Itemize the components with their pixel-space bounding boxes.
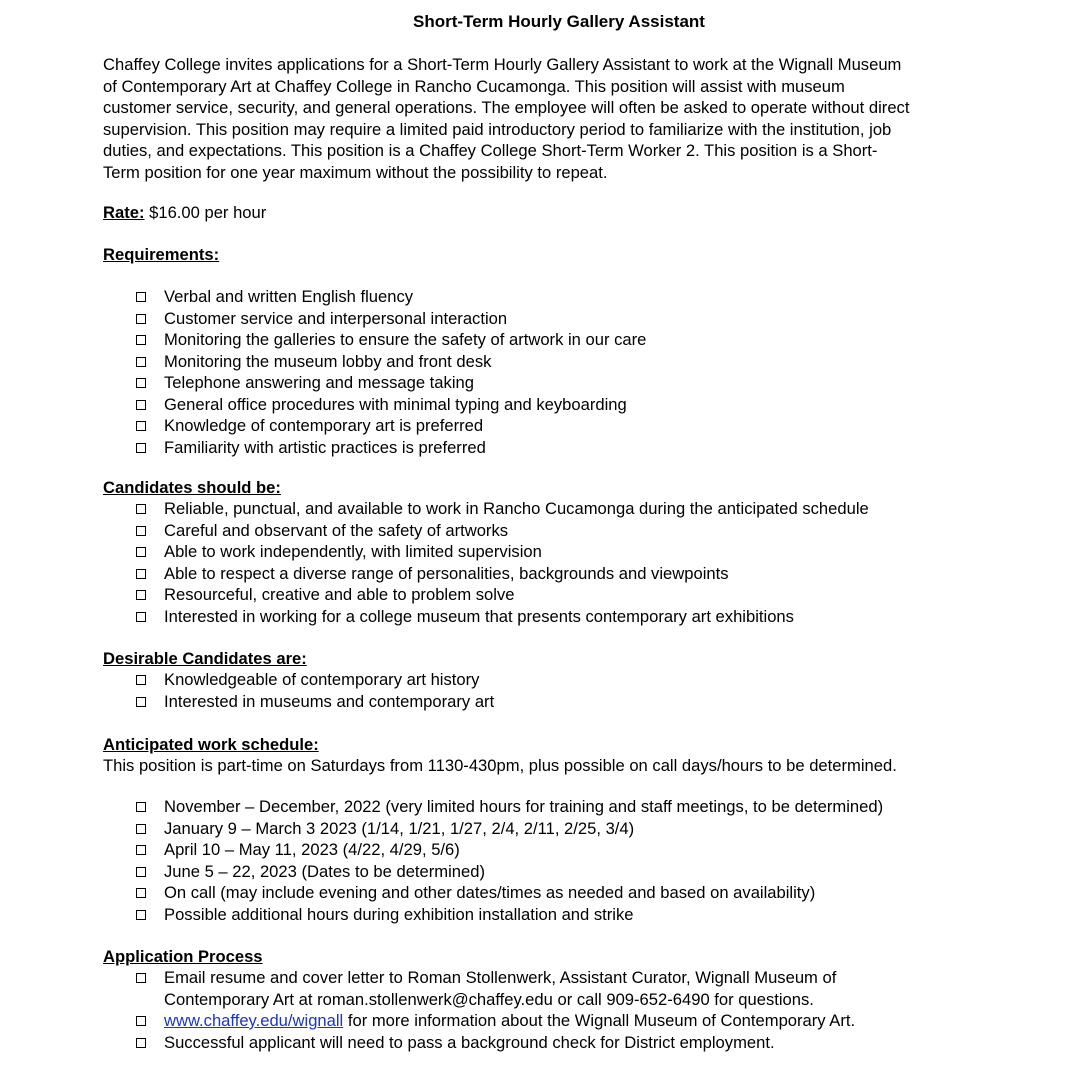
- requirements-heading: Requirements:: [103, 245, 220, 264]
- rate-line: [103, 202, 266, 224]
- list-item-text: Reliable, punctual, and available to work in Rancho Cucamonga during the anticipated schedule: [164, 499, 869, 518]
- checkbox-icon: [136, 973, 146, 983]
- list-item-text: Resourceful, creative and able to problem solve: [164, 585, 515, 604]
- list-item: [134, 1010, 1054, 1032]
- intro-line: Chaffey College invites applications for a Short-Term Hourly Gallery Assistant to work at the Wignall Museum: [103, 55, 902, 74]
- list-item-text: Careful and observant of the safety of artworks: [164, 520, 509, 540]
- list-item: [134, 520, 1054, 542]
- application-heading: Application Process: [103, 947, 263, 966]
- list-item-text: Contemporary Art at roman.stollenwerk@chaffey.edu or call 909-652-6490 for questions.: [164, 989, 814, 1009]
- checkbox-icon: [136, 314, 146, 324]
- checkbox-icon: [136, 547, 146, 557]
- rate-label: Rate:: [103, 203, 145, 222]
- list-item-text: April 10 – May 11, 2023 (4/22, 4/29, 5/6): [164, 840, 460, 859]
- intro-line: customer service, security, and general operations. The employee will often be asked to operate without direct: [103, 98, 910, 117]
- list-item: [134, 606, 1054, 628]
- checkbox-icon: [136, 569, 146, 579]
- checkbox-icon: [136, 697, 146, 707]
- list-item: [134, 861, 1054, 883]
- list-item-text: Monitoring the galleries to ensure the safety of artwork in our care: [164, 330, 647, 349]
- list-item-text: Able to work independently, with limited supervision: [164, 542, 542, 561]
- list-item-text: Possible additional hours during exhibition installation and strike: [164, 904, 634, 924]
- list-item-text: Interested in museums and contemporary art: [164, 691, 495, 711]
- list-item: [134, 541, 1054, 563]
- candidates-heading: Candidates should be:: [103, 478, 281, 497]
- list-item: [134, 308, 1054, 330]
- list-item-text: January 9 – March 3 2023 (1/14, 1/21, 1/27, 2/4, 2/11, 2/25, 3/4): [164, 818, 635, 838]
- intro-line: of Contemporary Art at Chaffey College in Rancho Cucamonga. This position will assist with museum: [103, 76, 845, 96]
- list-item-text: General office procedures with minimal typing and keyboarding: [164, 394, 627, 414]
- list-item-text: Successful applicant will need to pass a background check for District employment.: [164, 1032, 775, 1052]
- desirable-heading: Desirable Candidates are:: [103, 649, 307, 668]
- list-item: [134, 498, 1054, 520]
- checkbox-icon: [136, 845, 146, 855]
- intro-line: supervision. This position may require a limited paid introductory period to familiarize with the institution, job: [103, 119, 892, 139]
- schedule-note: This position is part-time on Saturdays from 1130-430pm, plus possible on call days/hours to be determined.: [103, 756, 897, 775]
- checkbox-icon: [136, 504, 146, 514]
- list-item-text: Knowledge of contemporary art is preferred: [164, 416, 484, 435]
- checkbox-icon: [136, 378, 146, 388]
- list-item: [134, 415, 1054, 437]
- list-item-text: for more information about the Wignall Museum of Contemporary Art.: [343, 1011, 856, 1030]
- list-item: [134, 839, 1054, 861]
- checkbox-icon: [136, 867, 146, 877]
- list-item-text: November – December, 2022 (very limited hours for training and staff meetings, to be determined): [164, 797, 884, 816]
- intro-line: duties, and expectations. This position is a Chaffey College Short-Term Worker 2. This position is a Short-: [103, 141, 878, 160]
- checkbox-icon: [136, 421, 146, 431]
- list-item-text: Interested in working for a college museum that presents contemporary art exhibitions: [164, 606, 794, 626]
- list-item: [134, 882, 1054, 904]
- list-item: [134, 584, 1054, 606]
- list-item: [134, 394, 1054, 416]
- schedule-list: [134, 796, 1054, 925]
- candidates-list: [134, 498, 1054, 627]
- checkbox-icon: [136, 802, 146, 812]
- list-item: [134, 818, 1054, 840]
- list-item: [134, 372, 1054, 394]
- list-item-text: Familiarity with artistic practices is preferred: [164, 437, 486, 457]
- desirable-list: [134, 669, 1054, 712]
- list-item-text: On call (may include evening and other dates/times as needed and based on availability): [164, 883, 816, 902]
- list-item: [134, 351, 1054, 373]
- intro-paragraph: [103, 54, 1033, 183]
- list-item: [134, 437, 1054, 459]
- checkbox-icon: [136, 1038, 146, 1048]
- list-item: [134, 563, 1054, 585]
- list-item-text: Able to respect a diverse range of personalities, backgrounds and viewpoints: [164, 563, 729, 583]
- checkbox-icon: [136, 590, 146, 600]
- checkbox-icon: [136, 824, 146, 834]
- wignall-website-link[interactable]: www.chaffey.edu/wignall: [164, 1011, 344, 1030]
- checkbox-icon: [136, 443, 146, 453]
- checkbox-icon: [136, 526, 146, 536]
- schedule-heading: Anticipated work schedule:: [103, 735, 319, 754]
- list-item: [134, 329, 1054, 351]
- checkbox-icon: [136, 675, 146, 685]
- requirements-list: [134, 286, 1054, 458]
- checkbox-icon: [136, 910, 146, 920]
- rate-value: $16.00 per hour: [144, 203, 267, 222]
- checkbox-icon: [136, 612, 146, 622]
- checkbox-icon: [136, 400, 146, 410]
- list-item: [134, 967, 1054, 1010]
- list-item-text: Telephone answering and message taking: [164, 373, 474, 392]
- list-item-text: Knowledgeable of contemporary art history: [164, 670, 480, 689]
- checkbox-icon: [136, 888, 146, 898]
- list-item: [134, 796, 1054, 818]
- list-item-text: June 5 – 22, 2023 (Dates to be determined): [164, 861, 486, 881]
- list-item-text: Verbal and written English fluency: [164, 287, 414, 306]
- checkbox-icon: [136, 335, 146, 345]
- intro-line: Term position for one year maximum without the possibility to repeat.: [103, 162, 608, 182]
- application-list: [134, 967, 1054, 1053]
- list-item-text: Email resume and cover letter to Roman Stollenwerk, Assistant Curator, Wignall Museum of: [164, 968, 837, 987]
- checkbox-icon: [136, 357, 146, 367]
- checkbox-icon: [136, 292, 146, 302]
- list-item: [134, 669, 1054, 691]
- list-item: [134, 691, 1054, 713]
- list-item-text: Customer service and interpersonal interaction: [164, 308, 508, 328]
- list-item: [134, 286, 1054, 308]
- list-item: [134, 904, 1054, 926]
- document-title: Short-Term Hourly Gallery Assistant: [413, 12, 705, 31]
- checkbox-icon: [136, 1016, 146, 1026]
- list-item: [134, 1032, 1054, 1054]
- list-item-text: Monitoring the museum lobby and front desk: [164, 351, 492, 371]
